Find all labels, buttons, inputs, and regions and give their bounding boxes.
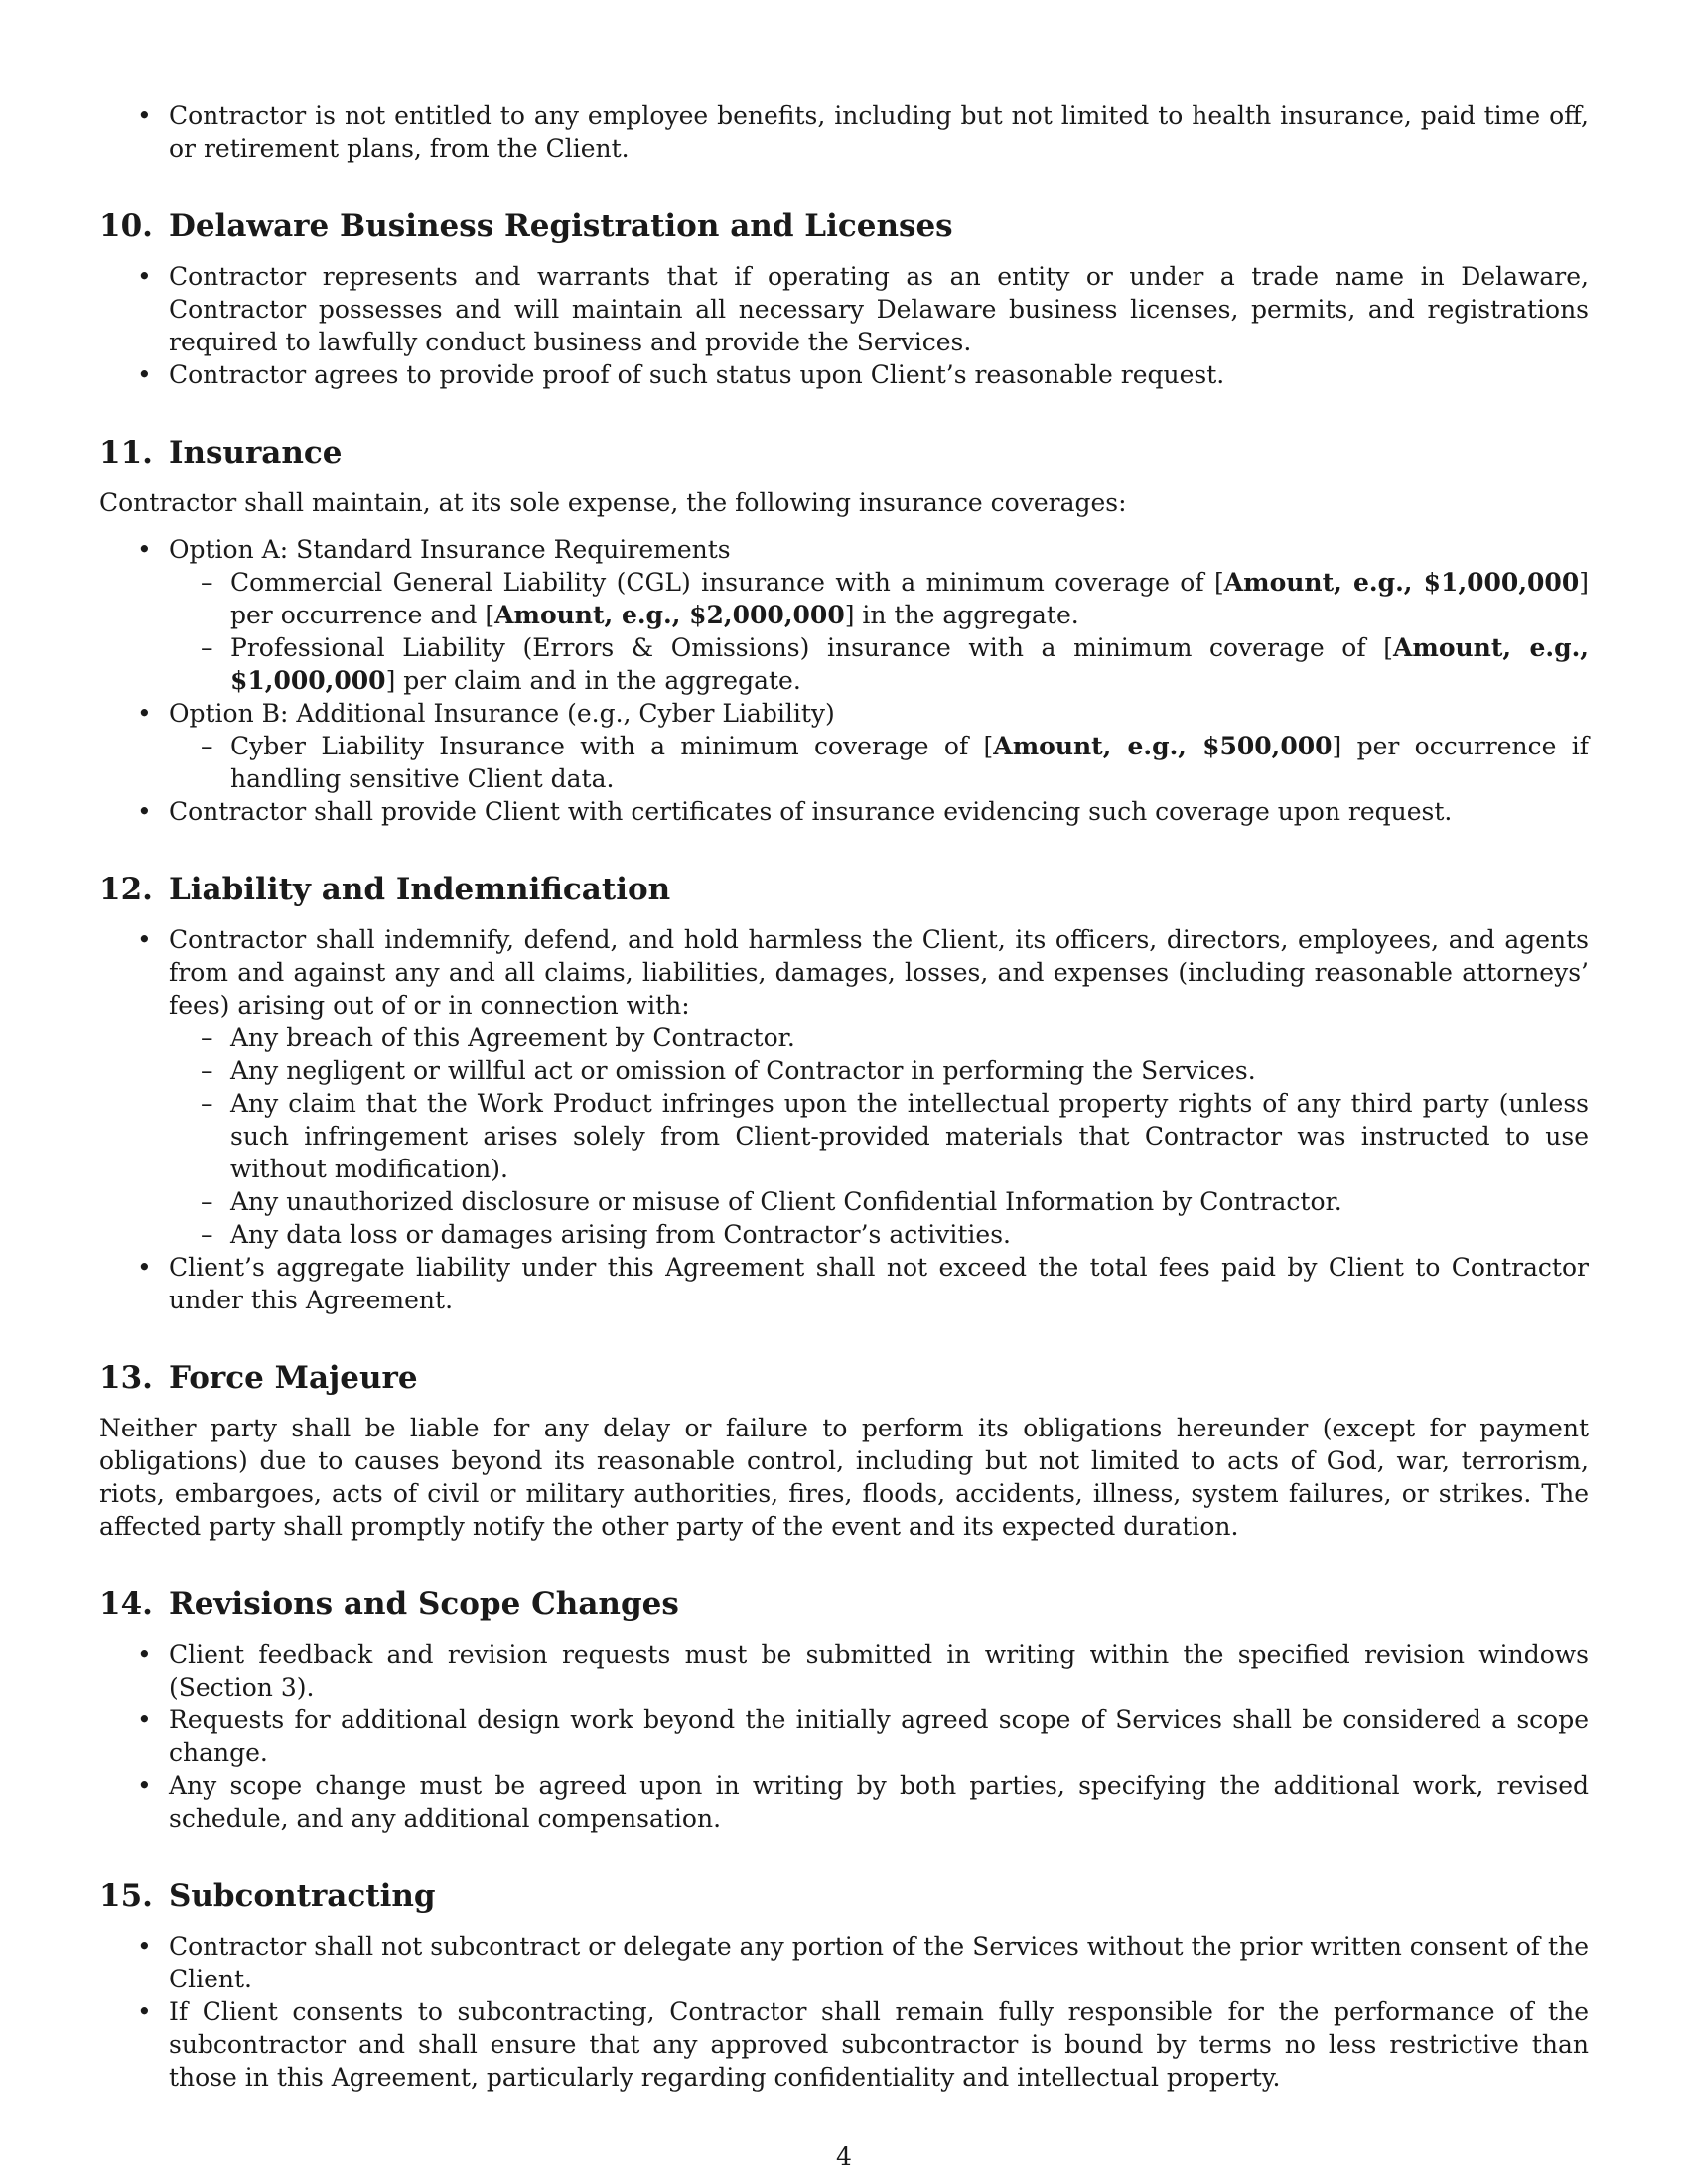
sublist-item: – Any negligent or willful act or omission of Contractor in performing the Services. [169,1054,1589,1087]
section-heading-15 [99,1876,1589,1916]
section-number: 10. [99,208,153,244]
section-14-list [99,1638,1589,1835]
sublist-item [169,566,1589,631]
sublist-item: – Any breach of this Agreement by Contractor. [169,1022,1589,1054]
section-heading-12 [99,870,1589,909]
list-item: • Contractor shall provide Client with certificates of insurance evidencing such coverage upon request. [99,795,1589,828]
option-a-sublist [169,566,1589,697]
amount-placeholder: Amount, e.g., $2,000,000 [494,601,845,629]
list-item-indemnify [99,923,1589,1251]
section-title: Force Majeure [168,1360,418,1396]
text-run: ] per occurrence if handling sensitive Client data. [230,732,1589,793]
option-b-sublist [169,730,1589,795]
amount-placeholder: Amount, e.g., $1,000,000 [1223,568,1580,597]
section-heading-14 [99,1584,1589,1624]
sublist-item: – Any claim that the Work Product infringes upon the intellectual property rights of any third party (unless such infringement arises solely from Client-provided materials that Contractor was instructed to use without modification). [169,1087,1589,1185]
list-item: • Contractor agrees to provide proof of such status upon Client’s reasonable request. [99,358,1589,391]
section-number: 11. [99,435,153,471]
section-10-list [99,260,1589,391]
text-run: ] per occurrence and [ [230,568,1589,629]
section-12-list [99,923,1589,1316]
list-item: • Requests for additional design work beyond the initially agreed scope of Services shall be considered a scope change. [99,1704,1589,1769]
text-run: ] in the aggregate. [844,601,1079,629]
section-number: 13. [99,1360,153,1396]
section-title: Liability and Indemnification [168,872,671,907]
section-heading-13 [99,1358,1589,1398]
section-number: 14. [99,1586,153,1622]
section-title: Subcontracting [168,1878,436,1914]
section-number: 12. [99,872,153,907]
option-label: Option B: Additional Insurance (e.g., Cyber Liability) [169,699,835,728]
list-item: • Contractor shall not subcontract or delegate any portion of the Services without the prior written consent of the Client. [99,1930,1589,1995]
section-title: Revisions and Scope Changes [168,1586,679,1622]
section-title: Insurance [168,435,343,471]
list-item: • Contractor is not entitled to any employee benefits, including but not limited to health insurance, paid time off, or retirement plans, from the Client. [99,99,1589,165]
section-heading-11 [99,433,1589,473]
list-item: • Client feedback and revision requests must be submitted in writing within the specified revision windows (Section 3). [99,1638,1589,1704]
section-15-list [99,1930,1589,2094]
section-paragraph: Neither party shall be liable for any delay or failure to perform its obligations hereunder (except for payment obligations) due to causes beyond its reasonable control, including but not limited to acts of God, war, terrorism, riots, embargoes, acts of civil or military authorities, fires, floods, accidents, illness, system failures, or strikes. The affected party shall promptly notify the other party of the event and its expected duration. [99,1414,1589,1541]
section-title: Delaware Business Registration and Licenses [168,208,953,244]
indemnify-sublist [169,1022,1589,1251]
section-heading-10 [99,206,1589,246]
list-item: • Client’s aggregate liability under this Agreement shall not exceed the total fees paid by Client to Contractor under this Agreement. [99,1251,1589,1316]
document-page [99,99,1589,2094]
sublist-item [169,730,1589,795]
list-item-option-b [99,697,1589,795]
section-11-list [99,533,1589,828]
section-number: 15. [99,1878,153,1914]
amount-placeholder: Amount, e.g., $500,000 [993,732,1333,760]
list-item: • Contractor represents and warrants that if operating as an entity or under a trade name in Delaware, Contractor possesses and will maintain all necessary Delaware business licenses, permits, and registrations required to lawfully conduct business and provide the Services. [99,260,1589,358]
section-intro: Contractor shall maintain, at its sole expense, the following insurance coverages: [99,488,1127,517]
text-run: ] per claim and in the aggregate. [385,666,801,695]
text-run: Cyber Liability Insurance with a minimum coverage of [ [230,732,994,760]
sublist-item: – Any unauthorized disclosure or misuse of Client Confidential Information by Contractor. [169,1185,1589,1218]
sublist-item: – Any data loss or damages arising from Contractor’s activities. [169,1218,1589,1251]
sublist-item [169,631,1589,697]
page-number: 4 [836,2142,852,2171]
amount-placeholder: Amount, e.g., $1,000,000 [230,633,1589,695]
list-item-text: Contractor shall indemnify, defend, and hold harmless the Client, its officers, directors, employees, and agents from and against any and all claims, liabilities, damages, losses, and expenses (including reasonable attorneys’ fees) arising out of or in connection with: [169,925,1589,1020]
option-label: Option A: Standard Insurance Requirements [169,535,731,564]
text-run: Commercial General Liability (CGL) insurance with a minimum coverage of [ [230,568,1224,597]
list-item: • If Client consents to subcontracting, Contractor shall remain fully responsible for the performance of the subcontractor and shall ensure that any approved subcontractor is bound by terms no less restrictive than those in this Agreement, particularly regarding confidentiality and intellectual property. [99,1995,1589,2094]
list-item: • Any scope change must be agreed upon in writing by both parties, specifying the additional work, revised schedule, and any additional compensation. [99,1769,1589,1835]
carryover-list [99,99,1589,165]
text-run: Professional Liability (Errors & Omissions) insurance with a minimum coverage of [ [230,633,1393,662]
list-item-option-a [99,533,1589,697]
